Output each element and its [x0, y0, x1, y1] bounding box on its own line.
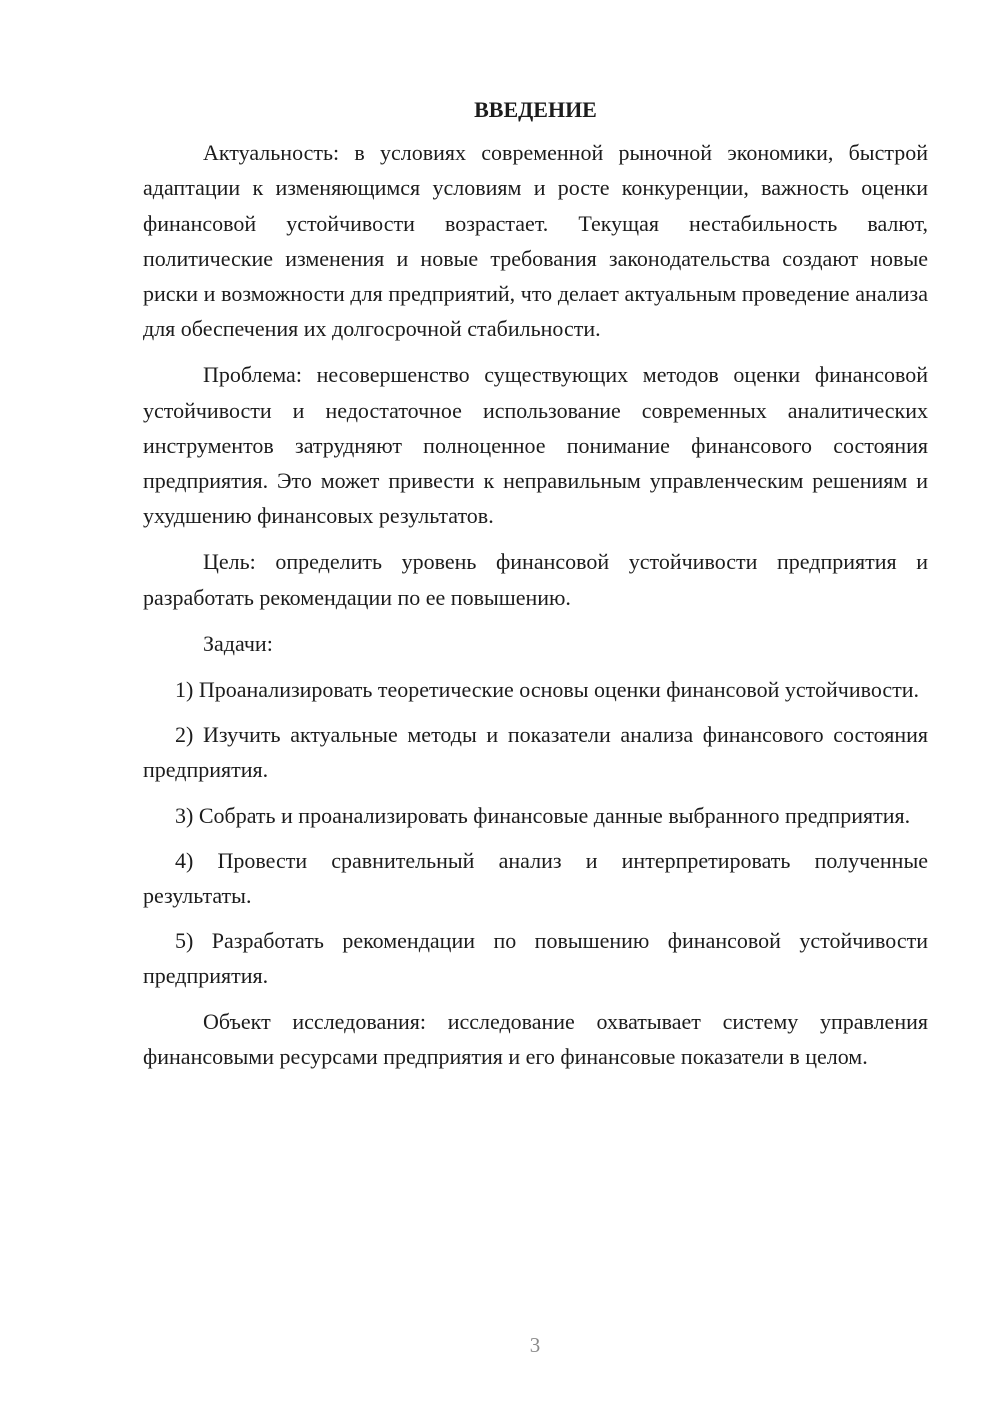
relevance-paragraph: Актуальность: в условиях современной рыночной экономики, быстрой адаптации к изменяющимся условиям и росте конкуренции, важность оценки финансовой устойчивости возрастает. Текущая нестабильность валют, политические изменения и новые требования законодательства создают новые риски и возможности для предприятий, что делает актуальным проведение анализа для обеспечения их долгосрочной стабильности.: [143, 140, 928, 342]
task-item-3: 3) Собрать и проанализировать финансовые данные выбранного предприятия.: [175, 802, 911, 828]
task-item-2: 2) Изучить актуальные методы и показатели анализа финансового состояния предприятия.: [143, 722, 928, 783]
tasks-heading: Задачи:: [203, 630, 273, 656]
document-body: [143, 92, 928, 1085]
task-item-1: 1) Проанализировать теоретические основы оценки финансовой устойчивости.: [175, 677, 920, 703]
problem-paragraph: Проблема: несовершенство существующих методов оценки финансовой устойчивости и недостаточное использование современных аналитических инструментов затрудняют полноценное понимание финансового состояния предприятия. Это может привести к неправильным управленческим решениям и ухудшению финансовых результатов.: [143, 362, 928, 529]
page-number: 3: [529, 1333, 541, 1357]
section-title: ВВЕДЕНИЕ: [474, 97, 597, 122]
object-paragraph: Объект исследования: исследование охватывает систему управления финансовыми ресурсами предприятия и его финансовые показатели в целом.: [143, 1008, 928, 1069]
goal-paragraph: Цель: определить уровень финансовой устойчивости предприятия и разработать рекомендации по ее повышению.: [143, 549, 928, 610]
task-item-4: 4) Провести сравнительный анализ и интерпретировать полученные результаты.: [143, 847, 928, 909]
task-item-5: 5) Разработать рекомендации по повышению финансовой устойчивости предприятия.: [143, 928, 928, 989]
